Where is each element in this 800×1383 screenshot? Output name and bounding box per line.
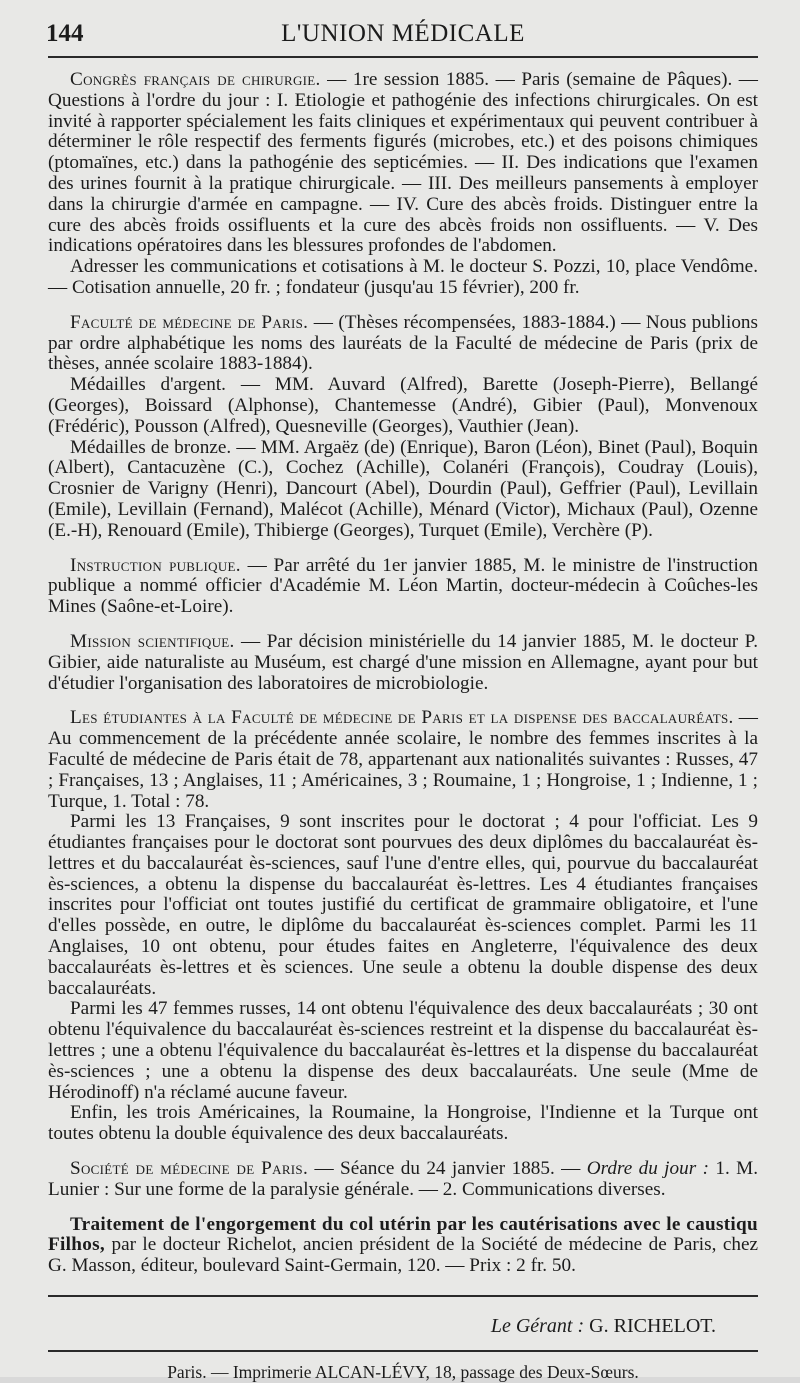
running-title: L'UNION MÉDICALE (281, 20, 525, 47)
etudiantes-text-1: — Au commencement de la précédente année scolaire, le nombre des femmes inscrites à la Faculté de médecine de Paris était de 78, appartenant aux nationalités suivantes : Russes, 47 ; Françaises, 13 ; Anglaises, 11 ; Américaines, 3 ; Roumaine, 1 ; Hongroise, 1 ; Indienne, 1 ; Turque, 1. Total : 78. (48, 707, 758, 812)
societe-text-a: — Séance du 24 janvier 1885. — (308, 1158, 587, 1180)
etudiantes-paragraph-4: Enfin, les trois Américaines, la Roumaine, la Hongroise, l'Indienne et la Turque ont toutes obtenu la double équivalence des deux baccalauréats. (48, 1102, 758, 1145)
congres-paragraph (48, 70, 758, 257)
book-notice-text: par le docteur Richelot, ancien président de la Société de médecine de Paris, chez G. Masson, éditeur, boulevard Saint-Germain, 120. — Prix : 2 fr. 50. (48, 1234, 758, 1277)
instruction-title: Instruction publique. (70, 554, 241, 576)
faculte-silver-medals: Médailles d'argent. — MM. Auvard (Alfred), Barette (Joseph-Pierre), Bellangé (Georges), Boissard (Alphonse), Chantemesse (André), Gibier (Paul), Monvenoux (Frédéric), Pousson (Alfred), Quesneville (Georges), Vauthier (Jean). (48, 374, 758, 437)
book-notice-title: Traitement de l'engorgement du col utérin par les cautérisations avec le caustiqu Filhos, (48, 1213, 758, 1256)
congres-text: — 1re session 1885. — Paris (semaine de Pâques). — Questions à l'ordre du jour : I. Etiologie et pathogénie des infections chirurgicales. On est invité à rapporter spécialement les faits cliniques et expérimentaux qui peuvent contribuer à déterminer le rôle respectif des ferments figurés (microbes, etc.) et des poisons chimiques (ptomaïnes, etc.) dans la pathogénie des septicémies. — II. Des indications que l'examen des urines fournit à la pratique chirurgicale. — III. Des meilleurs pansements à employer dans la chirurgie d'armée en campagne. — IV. Cure des abcès froids. Distinguer entre la cure des abcès froids ossifluents et la cure des abcès froids non ossifluents. — V. Des indications opératoires dans les blessures profondes de l'abdomen. (48, 69, 758, 257)
page-number: 144 (46, 20, 84, 47)
faculte-paragraph (48, 313, 758, 375)
faculte-bronze-medals: Médailles de bronze. — MM. Argaëz (de) (Enrique), Baron (Léon), Binet (Paul), Boquin (Albert), Cantacuzène (C.), Cochez (Achille), Colanéri (François), Coudray (Louis), Crosnier de Varigny (Henri), Dancourt (Abel), Dourdin (Paul), Geffrier (Paul), Levillain (Emile), Levillain (Fernand), Malécot (Achille), Ménard (Victor), Michaux (Paul), Ozenne (E.-H), Renouard (Emile), Thibierge (Georges), Turquet (Emile), Verchère (P). (48, 436, 758, 541)
page-header (48, 14, 758, 52)
societe-text-b: 1. M. Lunier : Sur une forme de la paralysie générale. — 2. Communications diverses. (48, 1158, 758, 1200)
etudiantes-paragraph-1 (48, 708, 758, 812)
faculte-text: — (Thèses récompensées, 1883-1884.) — Nous publions par ordre alphabétique les noms des lauréats de la Faculté de médecine de Paris (prix de thèses, année scolaire 1883-1884). (48, 311, 758, 375)
gerant-name: G. RICHELOT. (589, 1315, 716, 1338)
imprint-rule (48, 1350, 758, 1352)
etudiantes-paragraph-2: Parmi les 13 Françaises, 9 sont inscrites pour le doctorat ; 4 pour l'officiat. Les 9 étudiantes françaises pour le doctorat sont pourvues des deux diplômes du baccalauréat ès-lettres et du baccalauréat ès-sciences, sauf l'une d'entre elles, qui, pourvue du baccalauréat ès-sciences, a obtenu la dispense du baccalauréat ès-lettres. Les 4 étudiantes françaises inscrites pour l'officiat ont toutes justifié du certificat de grammaire obligatoire, et l'une d'elles possède, en outre, le diplôme du baccalauréat ès-sciences complet. Parmi les 11 Anglaises, 10 ont obtenu, pour études faites en Angleterre, l'équivalence des deux baccalauréats ès-lettres et ès sciences. Une seule a obtenu la double dispense des deux baccalauréats. (48, 811, 758, 999)
congres-address: Adresser les communications et cotisations à M. le docteur S. Pozzi, 10, place Vendôme. — Cotisation annuelle, 20 fr. ; fondateur (jusqu'au 15 février), 200 fr. (48, 256, 758, 298)
mission-paragraph (48, 632, 758, 694)
faculte-title: Faculté de médecine de Paris. (70, 311, 309, 333)
book-notice (48, 1215, 758, 1277)
societe-ordre-du-jour: Ordre du jour : (586, 1158, 709, 1180)
societe-paragraph (48, 1159, 758, 1201)
imprint: Paris. — Imprimerie ALCAN-LÉVY, 18, passage des Deux-Sœurs. (167, 1362, 639, 1383)
header-rule (48, 56, 758, 58)
footer-rule (48, 1295, 758, 1297)
gerant-label: Le Gérant : (490, 1315, 585, 1338)
mission-title: Mission scientifique. (70, 630, 235, 652)
instruction-paragraph (48, 556, 758, 618)
mission-text: — Par décision ministérielle du 14 janvier 1885, M. le docteur P. Gibier, aide naturaliste au Muséum, est chargé d'une mission en Allemagne, ayant pour but d'étudier l'organisation des laboratoires de microbiologie. (48, 630, 758, 694)
etudiantes-paragraph-3: Parmi les 47 femmes russes, 14 ont obtenu l'équivalence des deux baccalauréats ; 30 ont obtenu l'équivalence du baccalauréat ès-sciences restreint et la dispense du baccalauréat ès-lettres ; une a obtenu l'équivalence du baccalauréat ès-lettres et la dispense du baccalauréat ès-sciences ; une a obtenu la dispense des deux baccalauréats. Une seule (Mme de Hérodinoff) n'a réclamé aucune faveur. (48, 998, 758, 1103)
instruction-text: — Par arrêté du 1er janvier 1885, M. le ministre de l'instruction publique a nommé officier d'Académie M. Léon Martin, docteur-médecin à Coûches-les Mines (Saône-et-Loire). (48, 554, 758, 618)
congres-title: Congrès français de chirurgie. (70, 69, 321, 90)
societe-title: Société de médecine de Paris. (70, 1158, 309, 1180)
signature (48, 1315, 716, 1338)
etudiantes-title: Les étudiantes à la Faculté de médecine de Paris et la dispense des baccalauréats. (70, 707, 734, 729)
